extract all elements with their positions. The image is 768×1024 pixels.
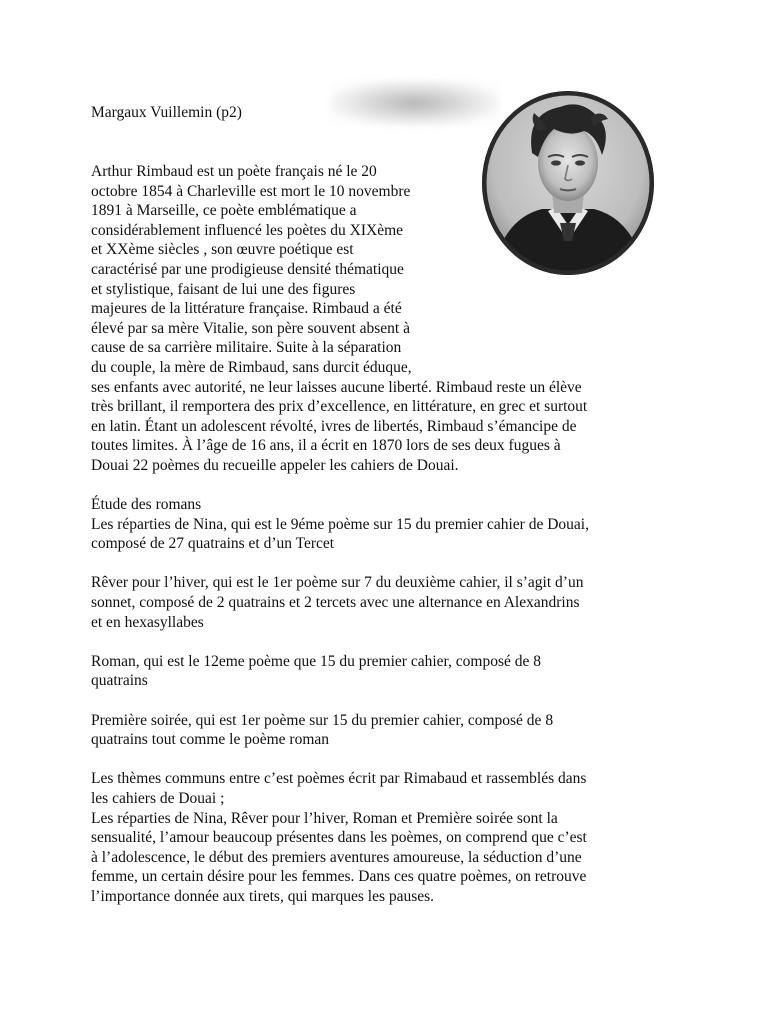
paragraph-roman [91, 652, 681, 691]
paragraph-gap [91, 691, 681, 711]
blurred-header-area [330, 80, 500, 126]
paragraph-gap [91, 476, 681, 496]
text-line: caractérisé par une prodigieuse densité thématique [91, 260, 404, 278]
body-text [91, 162, 681, 907]
text-line: femme, un certain désire pour les femmes. Dans ces quatre poèmes, on retrouve [91, 868, 587, 886]
text-line: Roman, qui est le 12eme poème que 15 du premier cahier, composé de 8 [91, 652, 542, 670]
paragraph-gap [91, 632, 681, 652]
text-line: les cahiers de Douai ; [91, 790, 225, 807]
text-line: 1891 à Marseille, ce poète emblématique a [91, 202, 357, 220]
section-heading: Étude des romans [91, 496, 202, 514]
text-line: Les réparties de Nina, qui est le 9éme poème sur 15 du premier cahier de Douai, [91, 515, 589, 533]
text-line: octobre 1854 à Charleville est mort le 10 novembre [91, 182, 411, 200]
paragraph-rever [91, 573, 681, 632]
text-line: quatrains tout comme le poème roman [91, 731, 330, 749]
text-line: très brillant, il remportera des prix d’excellence, en littérature, en grec et surtout [91, 398, 588, 416]
text-line: du couple, la mère de Rimbaud, sans durcit éduque, [91, 358, 412, 376]
text-line: Les réparties de Nina, Rêver pour l’hiver, Roman et Première soirée sont la [91, 809, 558, 827]
text-line: ses enfants avec autorité, ne leur laisses aucune liberté. Rimbaud reste un élève [91, 378, 582, 396]
text-line: et XXème siècles , son œuvre poétique est [91, 241, 354, 259]
paragraph-gap [91, 750, 681, 770]
text-line: en latin. Étant un adolescent révolté, ivres de libertés, Rimbaud s’émancipe de [91, 417, 577, 435]
text-line: sensualité, l’amour beaucoup présentes dans les poèmes, on comprend que c’est [91, 829, 587, 847]
text-line: Douai 22 poèmes du recueille appeler les cahiers de Douai. [91, 456, 459, 474]
text-line: toutes limites. À l’âge de 16 ans, il a écrit en 1870 lors de ses deux fugues à [91, 437, 561, 455]
text-line: cause de sa carrière militaire. Suite à la séparation [91, 339, 402, 357]
text-line: et en hexasyllabes [91, 613, 204, 631]
text-line: sonnet, composé de 2 quatrains et 2 tercets avec une alternance en Alexandrins [91, 594, 580, 612]
text-line: à l’adolescence, le début des premiers aventures amoureuse, la séduction d’une [91, 848, 582, 866]
text-line: composé de 27 quatrains et d’un Tercet [91, 535, 335, 553]
text-line: Arthur Rimbaud est un poète français né le 20 [91, 163, 377, 180]
paragraph-study-nina [91, 495, 681, 554]
text-line: considérablement influencé les poètes du XIXème [91, 221, 404, 239]
paragraph-themes [91, 769, 681, 906]
text-line: élevé par sa mère Vitalie, son père souvent absent à [91, 319, 410, 337]
paragraph-gap [91, 554, 681, 574]
text-line: Première soirée, qui est 1er poème sur 15 du premier cahier, composé de 8 [91, 711, 554, 729]
author-line: Margaux Vuillemin (p2) [91, 104, 242, 121]
text-line: majeures de la littérature française. Rimbaud a été [91, 300, 402, 318]
paragraph-biography [91, 162, 681, 476]
text-line: et stylistique, faisant de lui une des figures [91, 280, 356, 298]
paragraph-premiere-soiree [91, 711, 681, 750]
text-line: quatrains [91, 672, 148, 690]
text-line: l’importance donnée aux tirets, qui marques les pauses. [91, 887, 435, 905]
text-line: Les thèmes communs entre c’est poèmes écrit par Rimabaud et rassemblés dans [91, 770, 587, 788]
text-line: Rêver pour l’hiver, qui est le 1er poème sur 7 du deuxième cahier, il s’agit d’un [91, 574, 584, 592]
